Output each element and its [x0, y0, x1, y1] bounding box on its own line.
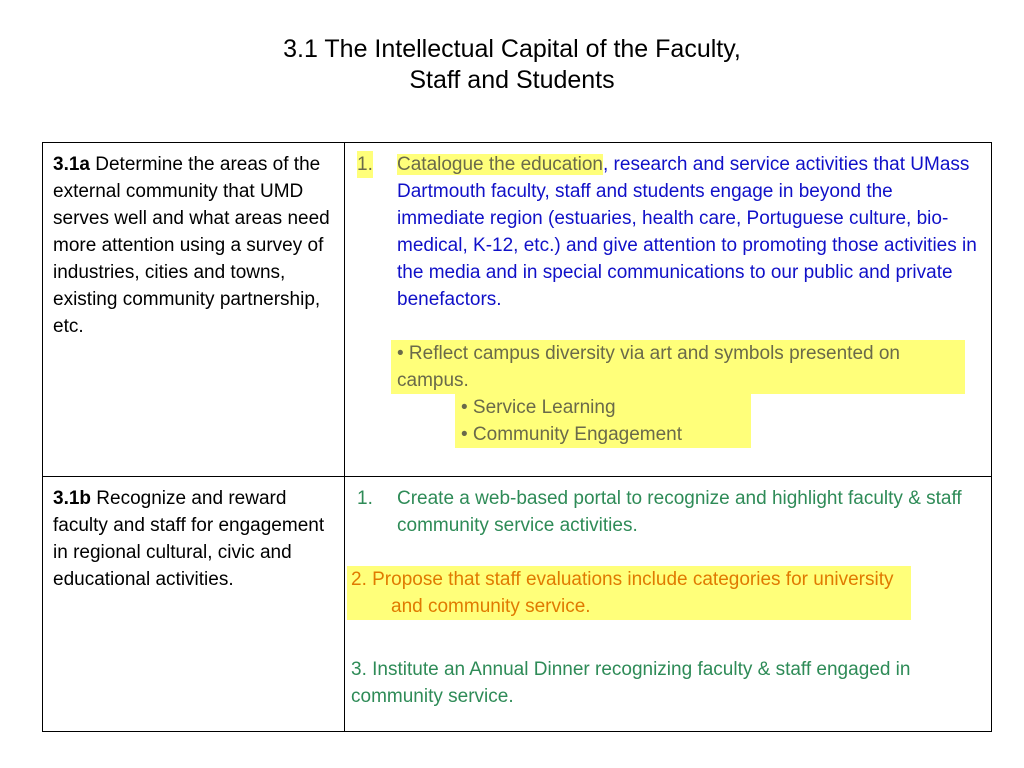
- action-item-2: 2. Propose that staff evaluations include categories for university and community service.: [351, 569, 894, 617]
- goal-description: Determine the areas of the external community that UMD serves well and what areas need more attention using a survey of industries, cities and towns, existing community partnership, etc.: [53, 154, 330, 337]
- title-line-1: 3.1 The Intellectual Capital of the Faculty,: [283, 35, 741, 63]
- goals-table: [42, 142, 992, 732]
- action-item-1: [351, 151, 981, 313]
- goal-code: 3.1a: [53, 154, 90, 175]
- action-text: , research and service activities that UMass Dartmouth faculty, staff and students engage in beyond the immediate region (estuaries, health care, Portuguese culture, bio-medical, K-12, etc.) and give attention to promoting those activities in the media and in special communications to our public and private benefactors.: [397, 154, 977, 310]
- highlighted-text: Catalogue the education: [397, 154, 603, 175]
- action-item-1: [351, 485, 981, 539]
- bullet-diversity: • Reflect campus diversity via art and symbols presented on campus.: [391, 340, 965, 394]
- bullet-community-engagement: • Community Engagement: [455, 421, 751, 448]
- item-number: 1.: [357, 488, 373, 509]
- table-row: [43, 477, 992, 732]
- bullet-service-learning: • Service Learning: [455, 394, 751, 421]
- goal-code: 3.1b: [53, 488, 92, 509]
- page-title: [0, 34, 1024, 96]
- action-cell-3-1a: [345, 143, 992, 477]
- action-item-3: 3. Institute an Annual Dinner recognizing faculty & staff engaged in community service.: [351, 659, 911, 707]
- goal-cell-3-1a: [43, 143, 345, 477]
- table-row: [43, 143, 992, 477]
- item-number: 1.: [357, 151, 373, 178]
- goal-description: Recognize and reward faculty and staff for engagement in regional cultural, civic and educational activities.: [53, 488, 325, 590]
- action-item-2-highlight: [347, 566, 911, 620]
- action-text: Create a web-based portal to recognize and highlight faculty & staff community service activities.: [397, 488, 962, 536]
- title-line-2: Staff and Students: [409, 66, 615, 94]
- goal-cell-3-1b: [43, 477, 345, 732]
- action-cell-3-1b: [345, 477, 992, 732]
